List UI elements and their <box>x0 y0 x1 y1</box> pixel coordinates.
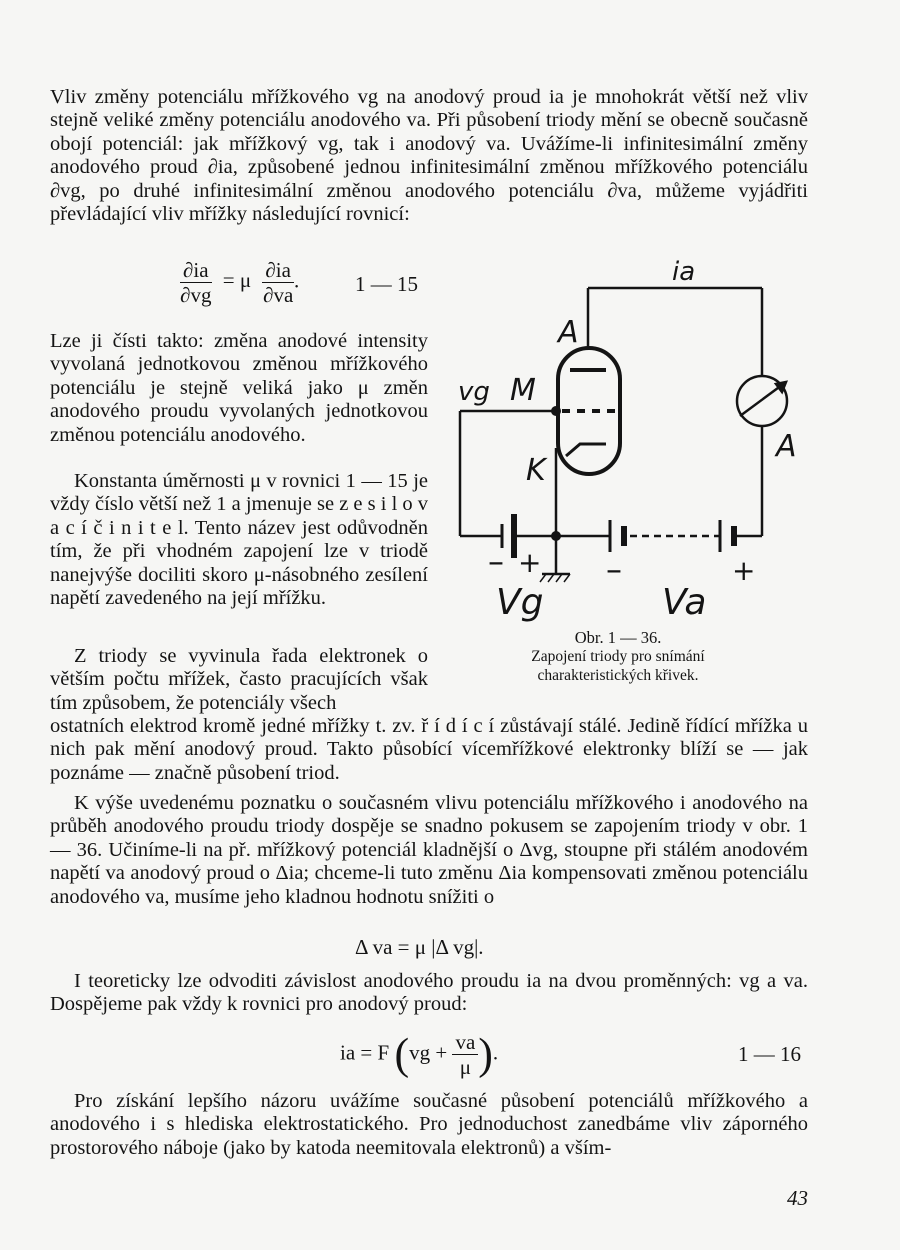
eq15-rhs-den: ∂va <box>263 283 294 307</box>
label-grid: M <box>510 373 536 408</box>
eq16-end: . <box>492 1040 499 1065</box>
eq16-paren-open: ( <box>394 1029 410 1079</box>
figure-caption-title: Obr. 1 — 36. <box>574 628 662 647</box>
paragraph-triode-a: Z triody se vyvinula řada elektronek o větším počtu mřížek, často pracujících však tím způsobem, že potenciály všech <box>50 645 428 714</box>
eq16-paren-close: ) <box>478 1029 493 1079</box>
label-minus-vg: – <box>488 542 504 580</box>
equation-delta: Δ va = μ |Δ vg|. <box>355 935 484 959</box>
label-plus-va: + <box>732 554 756 587</box>
paragraph-constant: Konstanta úměrnosti μ v rovnici 1 — 15 je vždy číslo větší než 1 a jmenuje se z e s i l o v a c í č i n i t e l. Tento název jest odůvodněn tím, že při vhodném zapojení lze v triodě nanejvýše dociliti skoro μ-násobného zesílení napětí zavedeného na její mřížku. <box>50 470 429 610</box>
equation-number-1-15: 1 — 15 <box>355 272 418 296</box>
label-anode: A <box>558 315 579 350</box>
eq16-frac-num: va <box>452 1030 478 1055</box>
ground-junction-dot <box>551 531 561 541</box>
eq15-lhs-den: ∂vg <box>180 283 212 307</box>
label-Vg: Vg <box>496 582 544 623</box>
triode-circuit-figure <box>440 258 820 628</box>
label-minus-va: – <box>606 550 622 588</box>
equation-1-16 <box>340 1030 498 1079</box>
paragraph-experiment: K výše uvedenému poznatku o současném vlivu potenciálu mřížkového i anodového na průběh anodového proudu triody dospěje se snadno pokusem se zapojením triody v obr. 1 — 36. Učiníme-li na př. mřížkový potenciál kladnější o Δvg, stoupne při stálém anodovém napětí va anodový proud o Δia; chceme-li tuto změnu Δia kompensovati změnou potenciálu anodového va, musíme jeho kladnou hodnotu snížiti o <box>50 792 808 908</box>
paragraph-intro: Vliv změny potenciálu mřížkového vg na anodový proud ia je mnohokrát větší než vliv stejně veliké změny potenciálu anodového va. Při působení triody mění se obecně současně obojí potenciál: jak mřížkový vg, tak i anodový va. Uvážíme-li infinitesimální změny anodového proud ∂ia, způsobené jednou infinitesimální změnou mřížkového potenciálu ∂vg, po druhé infinitesimální změnou anodového potenciálu ∂va, můžeme vyjádřiti převládající vliv mřížky následující rovnicí: <box>50 86 808 226</box>
eq16-frac-den: μ <box>459 1055 471 1079</box>
eq15-rhs-num: ∂ia <box>262 258 294 283</box>
eq16-inner: vg + <box>409 1040 448 1065</box>
eq15-mu: = μ <box>222 268 252 293</box>
paragraph-triode-b: ostatních elektrod kromě jedné mřížky t. zv. ř í d í c í zůstávají stálé. Jedině řídící mřížka u nich pak mění anodový proud. Takto působící vícemřížkové elektronky blíží se — jak poznáme — značně působení triod. <box>50 715 808 784</box>
figure-caption <box>478 628 758 685</box>
grid-junction-dot <box>551 406 561 416</box>
cathode <box>566 444 606 456</box>
label-Va: Va <box>662 582 707 623</box>
eq15-lhs-fraction <box>180 258 212 307</box>
equation-1-15 <box>180 258 299 307</box>
label-cathode: K <box>526 453 546 488</box>
page-number: 43 <box>787 1186 808 1210</box>
label-ammeter: A <box>776 429 797 464</box>
paragraph-electrostatic: Pro získání lepšího názoru uvážíme současné působení potenciálů mřížkového a anodového i s hlediska elektrostatického. Pro jednoduchost zanedbáme vliv záporného prostorového náboje (jako by katoda neemitovala elektronů) a vším- <box>50 1090 808 1159</box>
paragraph-read: Lze ji čísti takto: změna anodové intensity vyvolaná jednotkovou změnou mřížkového potenciálu je stejně veliká jako μ změn anodového proudu vyvolaných jednotkovou změnou potenciálu anodového. <box>50 330 428 446</box>
eq15-end: . <box>293 268 300 293</box>
eq15-rhs-fraction <box>262 258 294 307</box>
eq15-lhs-num: ∂ia <box>180 258 212 283</box>
label-plus-vg: + <box>518 546 542 579</box>
eq16-lhs: ia = F <box>340 1040 390 1065</box>
figure-caption-text: Zapojení triody pro snímání charakteristických křivek. <box>531 648 705 684</box>
eq16-fraction <box>452 1030 478 1079</box>
label-vg-small: vg <box>458 377 490 407</box>
equation-number-1-16: 1 — 16 <box>738 1042 801 1066</box>
paragraph-theory: I teoreticky lze odvoditi závislost anodového proudu ia na dvou proměnných: vg a va. Dospějeme pak vždy k rovnici pro anodový proud: <box>50 970 808 1016</box>
label-ia: ia <box>672 258 696 287</box>
